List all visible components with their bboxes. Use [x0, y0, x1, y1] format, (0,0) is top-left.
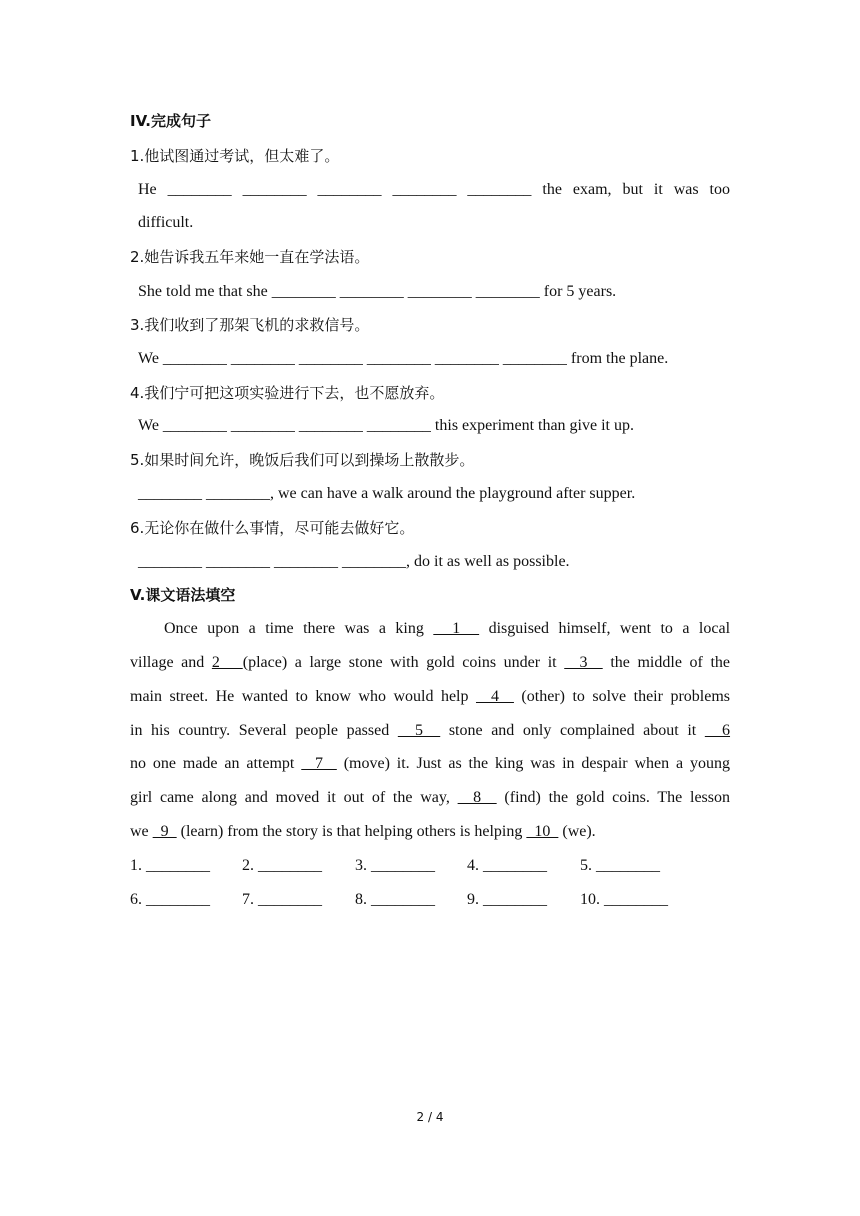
item-5-chinese: 5.如果时间允许，晚饭后我们可以到操场上散散步。 — [130, 451, 475, 469]
item-6-chinese: 6.无论你在做什么事情，尽可能去做好它。 — [130, 519, 415, 537]
section-5-heading: V.课文语法填空 — [130, 586, 236, 604]
passage-line — [130, 619, 730, 639]
item-4-english: We ________ ________ ________ ________ this experiment than give it up. — [138, 417, 634, 434]
item-2-english: She told me that she ________ ________ ________ ________ for 5 years. — [138, 283, 617, 300]
item-6-english: ________ ________ ________ ________, do it as well as possible. — [138, 553, 570, 570]
passage-line — [130, 822, 730, 842]
passage-line — [130, 754, 730, 774]
item-3-chinese: 3.我们收到了那架飞机的求救信号。 — [130, 316, 370, 334]
passage-text: the middle of the — [602, 654, 731, 671]
numbered-blank[interactable]: 5 — [397, 722, 441, 739]
passage-text: disguised himself, went to a local — [479, 620, 731, 637]
numbered-blank[interactable]: 6 — [704, 722, 731, 739]
passage-line — [130, 721, 730, 741]
passage-text: stone and only complained about it — [440, 722, 705, 739]
passage-text: main street. He wanted to know who would help — [130, 688, 476, 705]
section-4-heading: IV.完成句子 — [130, 112, 211, 130]
item-1-chinese: 1.他试图通过考试，但太难了。 — [130, 147, 340, 165]
numbered-blank[interactable]: 3 — [564, 654, 603, 671]
answer-blank[interactable]: 8. ________ — [355, 891, 435, 908]
item-2-chinese: 2.她告诉我五年来她一直在学法语。 — [130, 248, 370, 266]
passage-text: (find) the gold coins. The lesson — [496, 789, 731, 806]
item-3-english: We ________ ________ ________ ________ ________ ________ from the plane. — [138, 350, 669, 367]
item-1-english-line1: He ________ ________ ________ ________ ________ the exam, but it was too — [138, 181, 730, 198]
answer-blank[interactable]: 2. ________ — [242, 857, 322, 874]
numbered-blank[interactable]: 9 — [152, 823, 177, 840]
answer-blank[interactable]: 7. ________ — [242, 891, 322, 908]
item-1-english-line2: difficult. — [138, 214, 194, 231]
answer-blank[interactable]: 6. ________ — [130, 891, 210, 908]
item-5-english: ________ ________, we can have a walk around the playground after supper. — [138, 485, 636, 502]
numbered-blank[interactable]: 4 — [475, 688, 514, 705]
item-4-chinese: 4.我们宁可把这项实验进行下去，也不愿放弃。 — [130, 384, 445, 402]
passage-text: (learn) from the story is that helping others is helping — [176, 823, 527, 840]
passage-text: (other) to solve their problems — [513, 688, 730, 705]
passage-text: (place) a large stone with gold coins under it — [242, 654, 565, 671]
answer-blank[interactable]: 9. ________ — [467, 891, 547, 908]
passage-text: (we). — [558, 823, 596, 840]
answer-blank[interactable]: 4. ________ — [467, 857, 547, 874]
passage-text: (move) it. Just as the king was in despair when a young — [336, 755, 731, 772]
answer-blank[interactable]: 3. ________ — [355, 857, 435, 874]
answer-blank[interactable]: 1. ________ — [130, 857, 210, 874]
answer-blank[interactable]: 10. ________ — [580, 891, 668, 908]
passage-text: girl came along and moved it out of the way, — [130, 789, 458, 806]
passage-text: Once upon a time there was a king — [164, 620, 434, 637]
numbered-blank[interactable]: 2 — [211, 654, 243, 671]
passage-text: we — [130, 823, 153, 840]
numbered-blank[interactable]: 1 — [433, 620, 480, 637]
numbered-blank[interactable]: 10 — [526, 823, 559, 840]
passage-text: no one made an attempt — [130, 755, 302, 772]
passage-line — [130, 653, 730, 673]
passage-line — [130, 788, 730, 808]
answer-blank[interactable]: 5. ________ — [580, 857, 660, 874]
numbered-blank[interactable]: 7 — [301, 755, 337, 772]
passage-text: village and — [130, 654, 212, 671]
page-number: 2 / 4 — [416, 1110, 444, 1124]
numbered-blank[interactable]: 8 — [457, 789, 497, 806]
passage-line — [130, 687, 730, 707]
passage-text: in his country. Several people passed — [130, 722, 398, 739]
